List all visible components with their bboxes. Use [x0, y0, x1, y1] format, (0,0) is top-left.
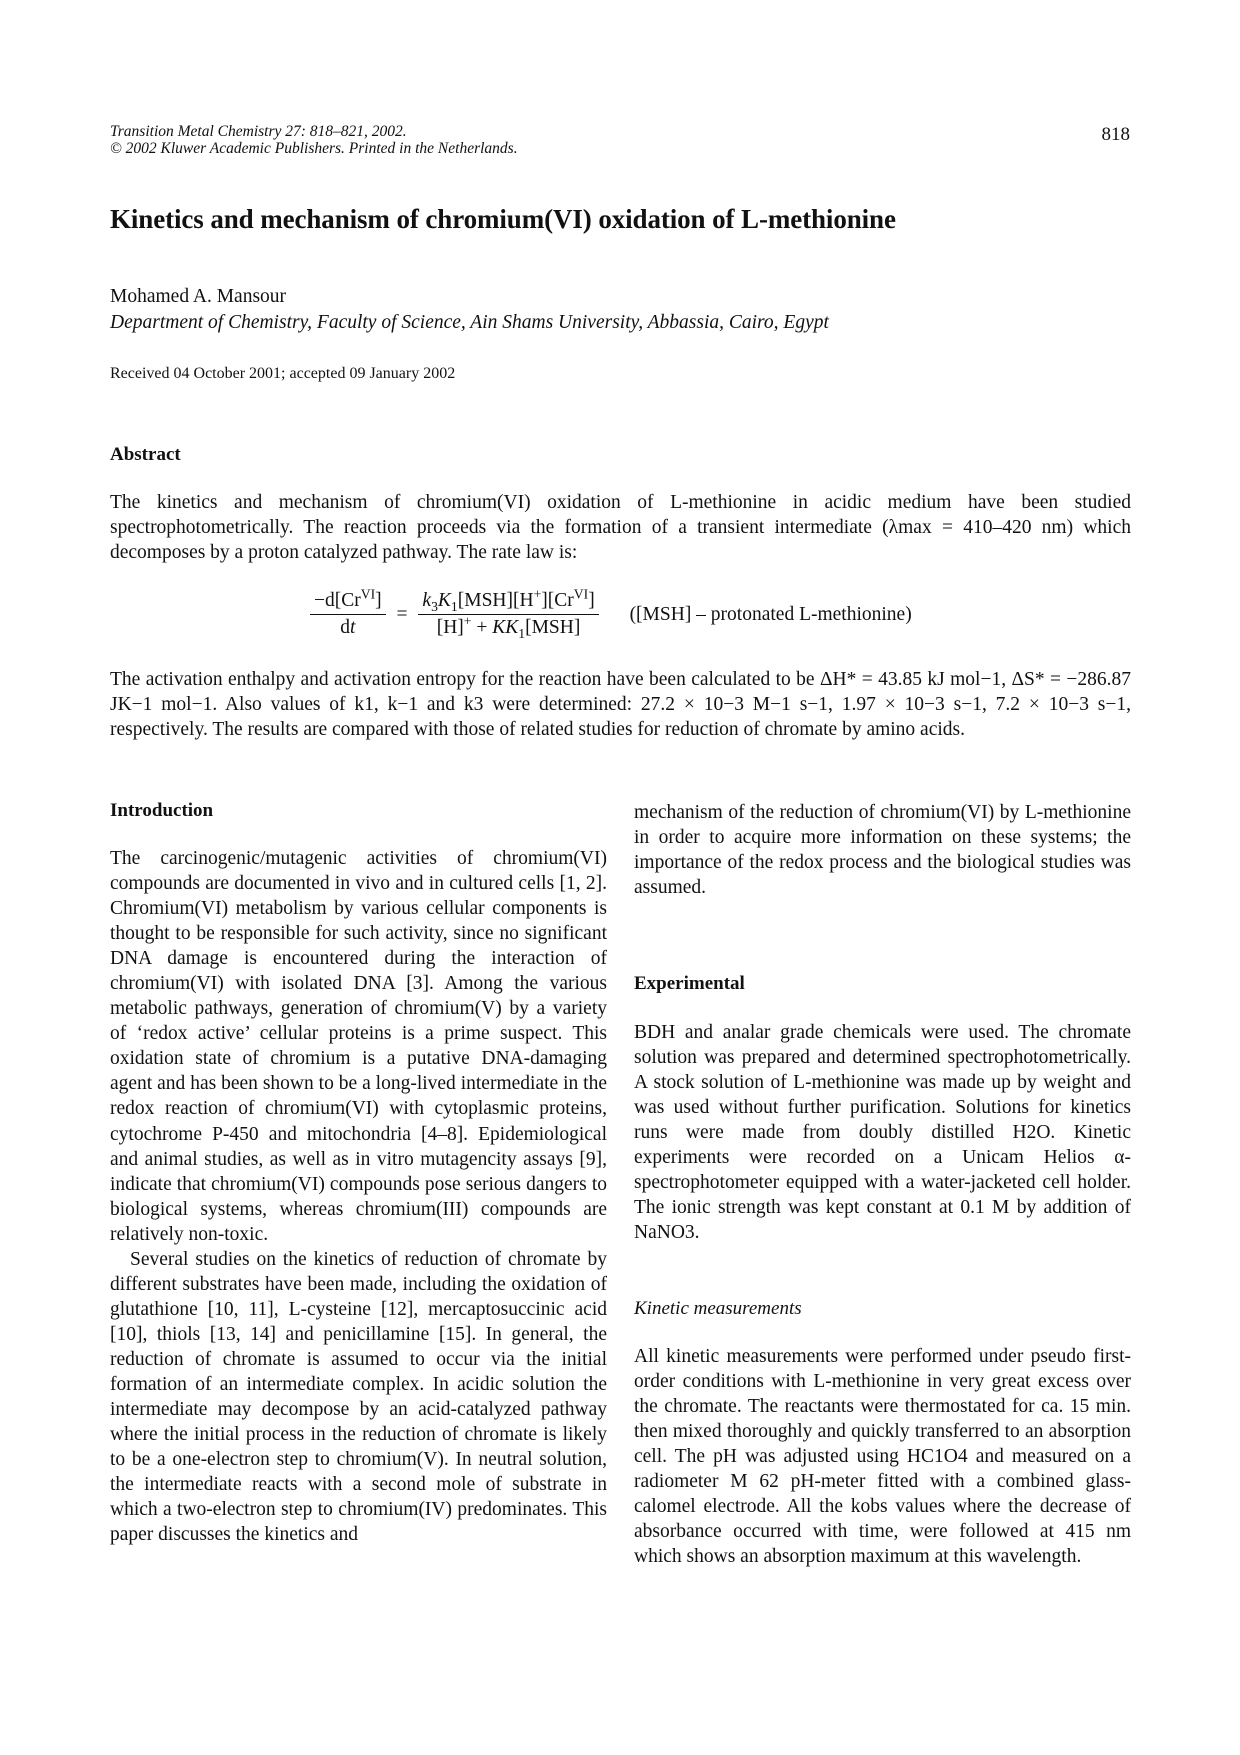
equation-rhs: $\frac{k_3K_1[MSH][H^+][Cr^{VI}]}{[H]^+ + KK_1[MSH]}$: [418, 590, 598, 639]
copyright-line: © 2002 Kluwer Academic Publishers. Printed in the Netherlands.: [110, 140, 518, 157]
journal-citation: Transition Metal Chemistry 27: 818–821, 2002.: [110, 123, 407, 140]
equation-note: ([MSH] – protonated L-methionine): [629, 603, 912, 625]
experimental-heading: Experimental: [634, 973, 745, 994]
introduction-paragraph-2: Several studies on the kinetics of reduction of chromate by different substrates have been made, including the oxidation of glutathione [10, 11], L-cysteine [12], mercaptosuccinic acid [10], thiols [13, 14] and penicillamine [15]. In general, the reduction of chromate is assumed to occur via the initial formation of an intermediate complex. In acidic solution the intermediate may decompose by an acid-catalyzed pathway where the initial process in the reduction of chromate is likely to be a one-electron step to chromium(V). In neutral solution, the intermediate reacts with a second mole of substrate in which a two-electron step to chromium(IV) predominates. This paper discusses the kinetics and: [110, 1248, 607, 1546]
author-affiliation: Department of Chemistry, Faculty of Science, Ain Shams University, Abbassia, Cairo, Egypt: [110, 312, 829, 333]
introduction-heading: Introduction: [110, 800, 214, 821]
abstract-heading: Abstract: [110, 444, 181, 465]
kinetic-measurements-heading: Kinetic measurements: [634, 1298, 802, 1319]
introduction-paragraph-1: The carcinogenic/mutagenic activities of chromium(VI) compounds are documented in vivo and in cultured cells [1, 2]. Chromium(VI) metabolism by various cellular components is thought to be responsible for such activity, since no significant DNA damage is encountered during the interaction of chromium(VI) with isolated DNA [3]. Among the various metabolic pathways, generation of chromium(V) by a variety of ‘redox active’ cellular proteins is a prime suspect. This oxidation state of chromium is a putative DNA-damaging agent and has been shown to be a long-lived intermediate in the redox reaction of chromium(VI) with cytoplasmic proteins, cytochrome P-450 and mitochondria [4–8]. Epidemiological and animal studies, as well as in vitro mutagencity assays [9], indicate that chromium(VI) compounds pose serious dangers to biological systems, whereas chromium(III) compounds are relatively non-toxic.: [110, 848, 607, 1245]
rate-law-equation: $\frac{-d[Cr^{VI}]}{dt}$ = $\frac{k_3K_1[MSH][H^+][Cr^{VI}]}{[H]^+ + KK_1[MSH]}$ ([MSH] – protonated L-methionine): [310, 590, 912, 650]
introduction-continuation: mechanism of the reduction of chromium(VI) by L-methionine in order to acquire more information on these systems; the importance of the redox process and the biological studies was assumed.: [634, 802, 1131, 899]
abstract-paragraph-2: The activation enthalpy and activation entropy for the reaction have been calculated to be ΔH* = 43.85 kJ mol−1, ΔS* = −286.87 JK−1 mol−1. Also values of k1, k−1 and k3 were determined: 27.2 × 10−3 M−1 s−1, 1.97 × 10−3 s−1, 7.2 × 10−3 s−1, respectively. The results are compared with those of related studies for reduction of chromate by amino acids.: [110, 669, 1131, 740]
introduction-body: [110, 846, 607, 1547]
received-dates: Received 04 October 2001; accepted 09 January 2002: [110, 365, 456, 382]
kinetic-measurements-paragraph: All kinetic measurements were performed under pseudo first-order conditions with L-methionine in very great excess over the chromate. The reactants were thermostated for ca. 15 min. then mixed thoroughly and quickly transferred to an absorption cell. The pH was adjusted using HC1O4 and measured on a radiometer M 62 pH-meter fitted with a combined glass-calomel electrode. All the kobs values where the decrease of absorbance occurred with time, were followed at 415 nm which shows an absorption maximum at this wavelength.: [634, 1346, 1131, 1568]
experimental-paragraph: BDH and analar grade chemicals were used. The chromate solution was prepared and determined spectrophotometrically. A stock solution of L-methionine was made up by weight and was used without further purification. Solutions for kinetics runs were made from doubly distilled H2O. Kinetic experiments were recorded on a Unicam Helios α-spectrophotometer equipped with a water-jacketed cell holder. The ionic strength was kept constant at 0.1 M by addition of NaNO3.: [634, 1022, 1131, 1244]
author-name: Mohamed A. Mansour: [110, 286, 287, 307]
page-number: 818: [1101, 124, 1130, 145]
paper-title: Kinetics and mechanism of chromium(VI) oxidation of L-methionine: [110, 204, 896, 234]
abstract-paragraph-1: The kinetics and mechanism of chromium(VI) oxidation of L-methionine in acidic medium have been studied spectrophotometrically. The reaction proceeds via the formation of a transient intermediate (λmax = 410–420 nm) which decomposes by a proton catalyzed pathway. The rate law is:: [110, 492, 1131, 563]
equation-lhs: $\frac{-d[Cr^{VI}]}{dt}$: [310, 590, 386, 639]
journal-header: [110, 123, 518, 157]
